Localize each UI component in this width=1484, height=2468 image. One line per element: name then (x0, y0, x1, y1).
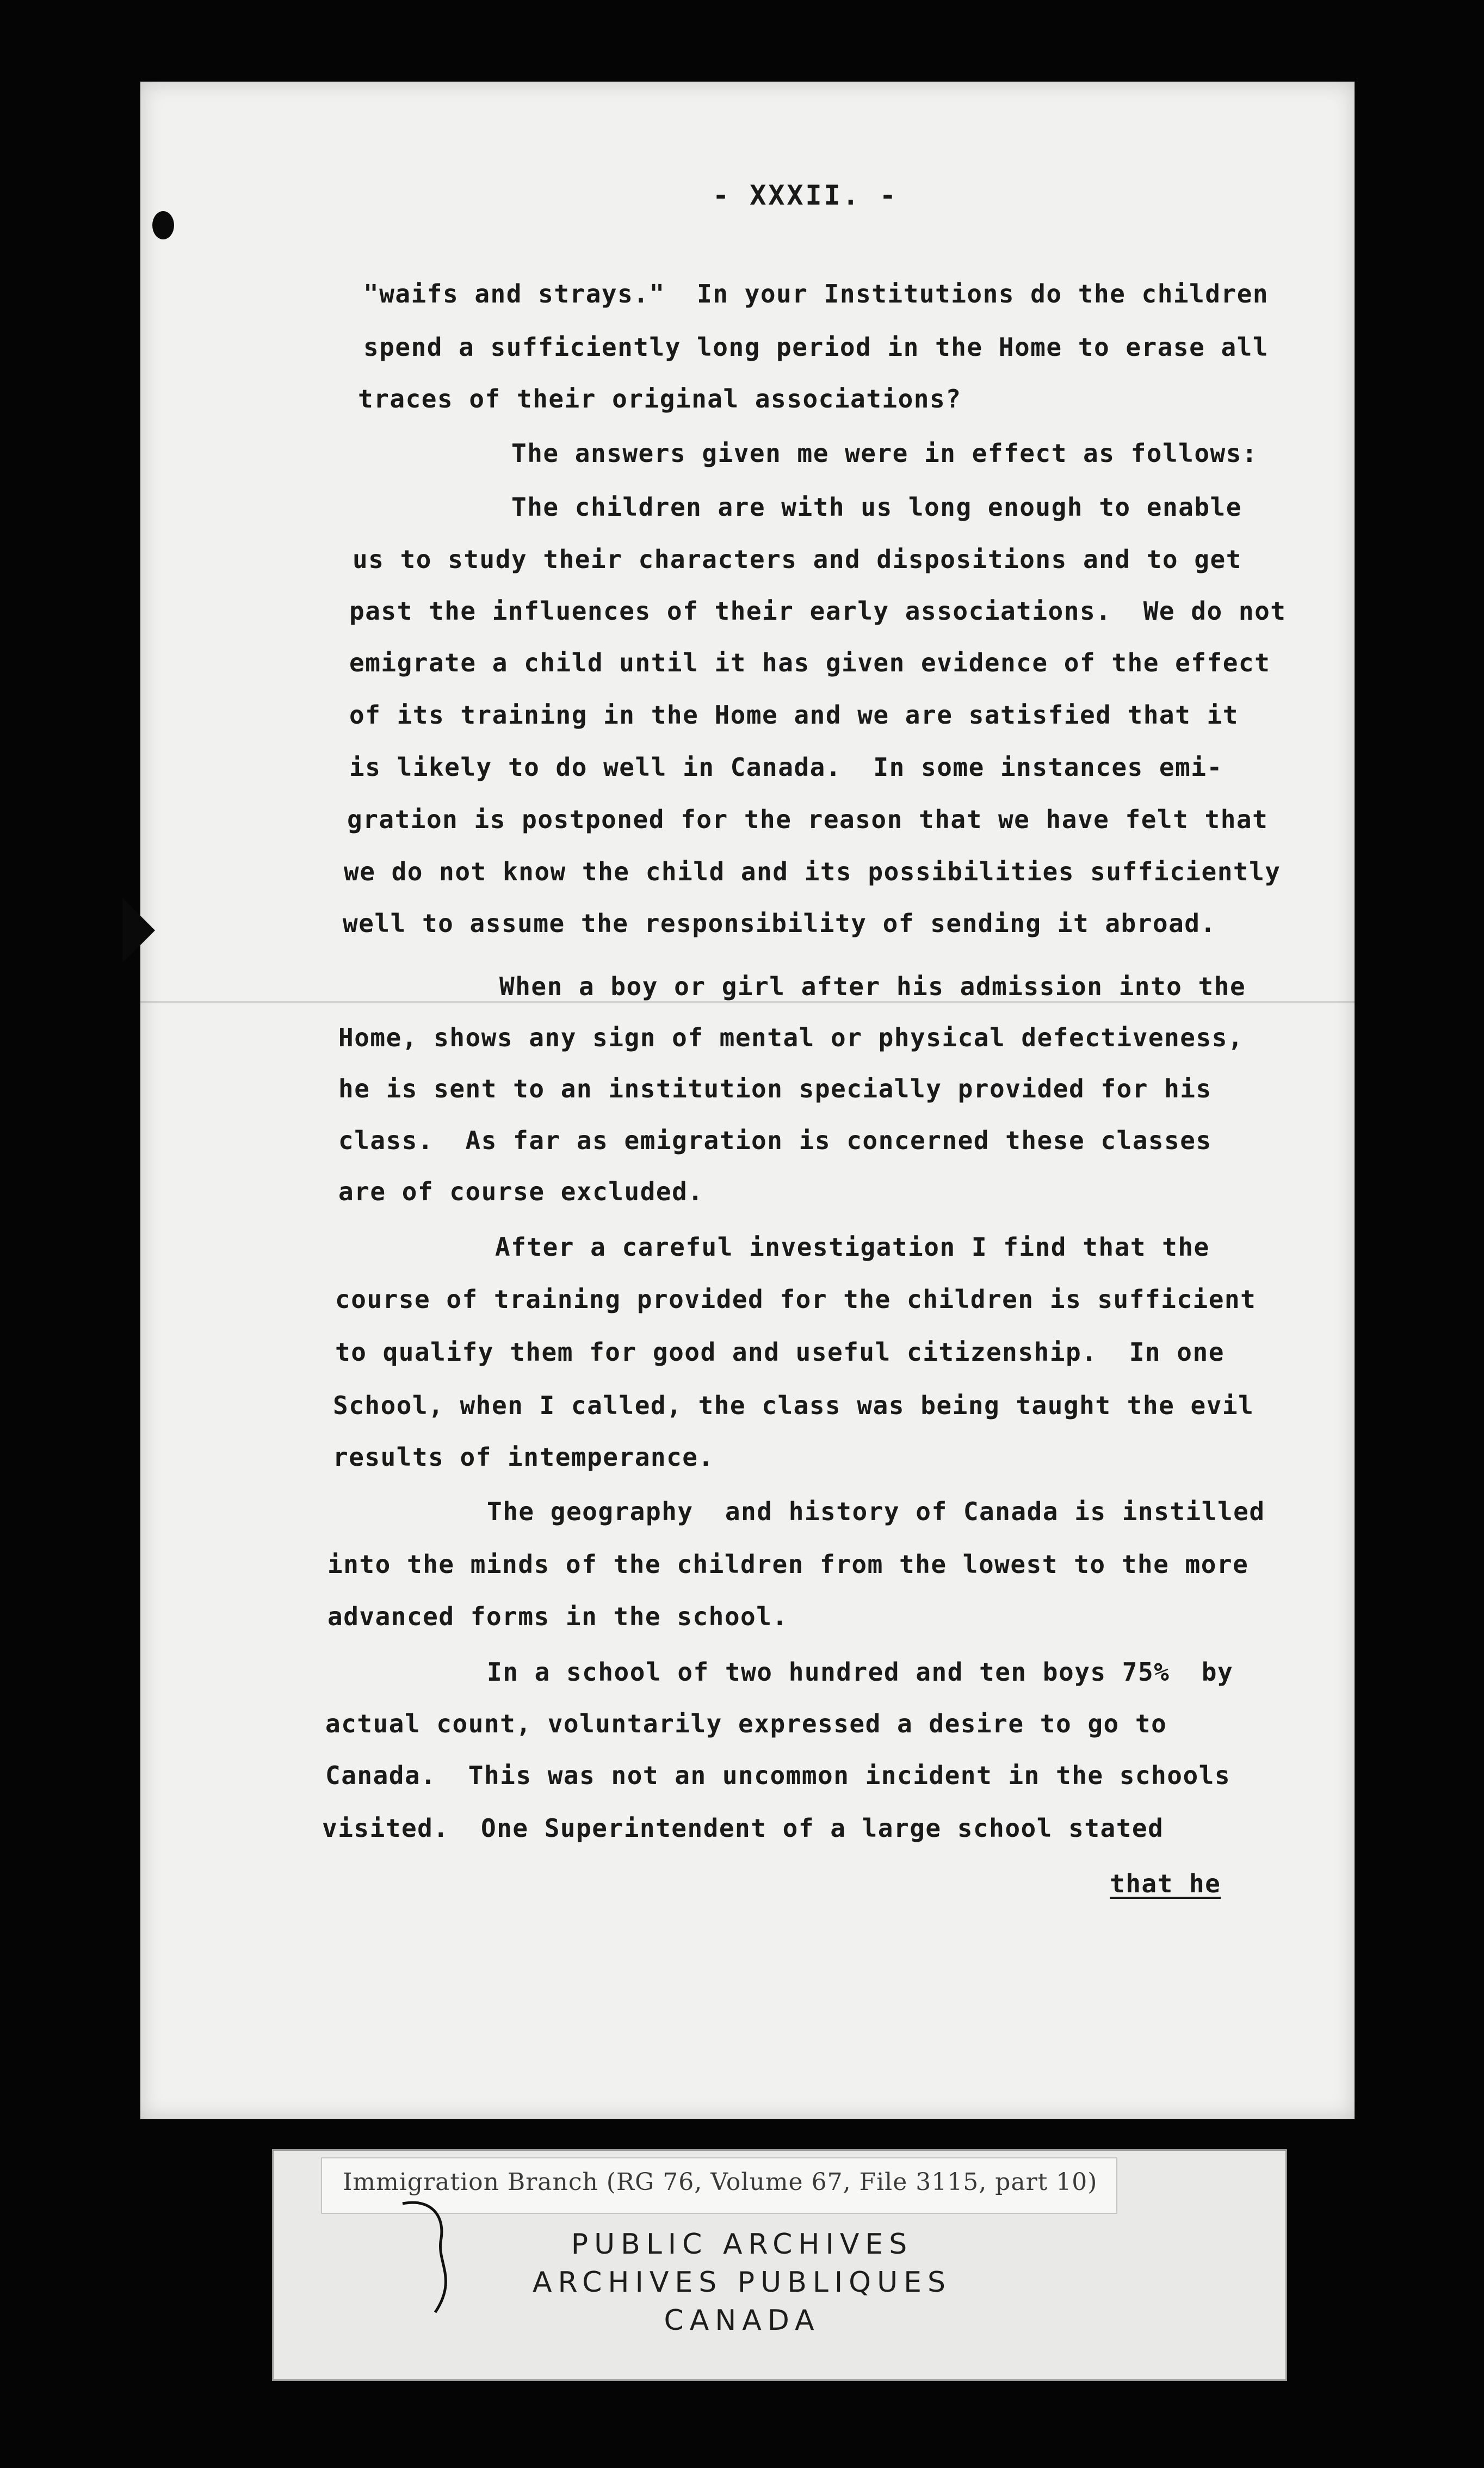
text-line: of its training in the Home and we are satisfied that it (349, 700, 1239, 730)
punch-hole (152, 211, 174, 239)
page-number-header: - XXXII. - (713, 180, 899, 211)
text-line: The children are with us long enough to enable (511, 492, 1242, 522)
text-line: to qualify them for good and useful citizenship. In one (335, 1337, 1225, 1367)
text-line: In a school of two hundred and ten boys 75% by (487, 1657, 1234, 1687)
text-line: When a boy or girl after his admission into the (499, 972, 1246, 1001)
text-line: we do not know the child and its possibilities sufficiently (344, 857, 1281, 886)
text-line: gration is postponed for the reason that we have felt that (347, 805, 1269, 834)
text-line: visited. One Superintendent of a large school stated (322, 1813, 1164, 1843)
text-line: into the minds of the children from the lowest to the more (327, 1550, 1249, 1579)
archive-stamp-line-2: ARCHIVES PUBLIQUES (532, 2266, 952, 2299)
text-line: well to assume the responsibility of sending it abroad. (343, 909, 1216, 938)
text-line: class. As far as emigration is concerned these classes (338, 1126, 1212, 1155)
text-line: is likely to do well in Canada. In some instances emi- (349, 752, 1223, 782)
text-line: "waifs and strays." In your Institutions do the children (363, 279, 1269, 309)
text-line: are of course excluded. (338, 1177, 704, 1206)
text-line: actual count, voluntarily expressed a desire to go to (325, 1709, 1167, 1738)
text-line: The answers given me were in effect as follows: (511, 439, 1258, 468)
text-line: Canada. This was not an uncommon incident in the schools (325, 1761, 1231, 1790)
text-line: past the influences of their early associations. We do not (349, 596, 1287, 626)
catchword: that he (1110, 1869, 1221, 1898)
text-line: emigrate a child until it has given evidence of the effect (349, 648, 1271, 677)
archive-stamp-line-1: PUBLIC ARCHIVES (571, 2228, 913, 2261)
text-line: he is sent to an institution specially provided for his (338, 1074, 1212, 1103)
text-line: spend a sufficiently long period in the Home to erase all (363, 332, 1269, 362)
text-line: After a careful investigation I find that the (495, 1232, 1210, 1262)
archive-stamp-line-3: CANADA (664, 2304, 820, 2337)
text-line: School, when I called, the class was being taught the evil (333, 1391, 1254, 1420)
text-line: results of intemperance. (333, 1442, 714, 1472)
page-notch (122, 898, 155, 963)
text-line: advanced forms in the school. (327, 1602, 788, 1631)
text-line: us to study their characters and dispositions and to get (353, 545, 1242, 574)
text-line: course of training provided for the children is sufficient (335, 1285, 1257, 1314)
text-line: Home, shows any sign of mental or physical defectiveness, (338, 1023, 1244, 1052)
text-line: The geography and history of Canada is instilled (487, 1497, 1265, 1526)
archive-reference-text: Immigration Branch (RG 76, Volume 67, File 3115, part 10) (343, 2168, 1098, 2196)
text-line: traces of their original associations? (358, 384, 962, 414)
